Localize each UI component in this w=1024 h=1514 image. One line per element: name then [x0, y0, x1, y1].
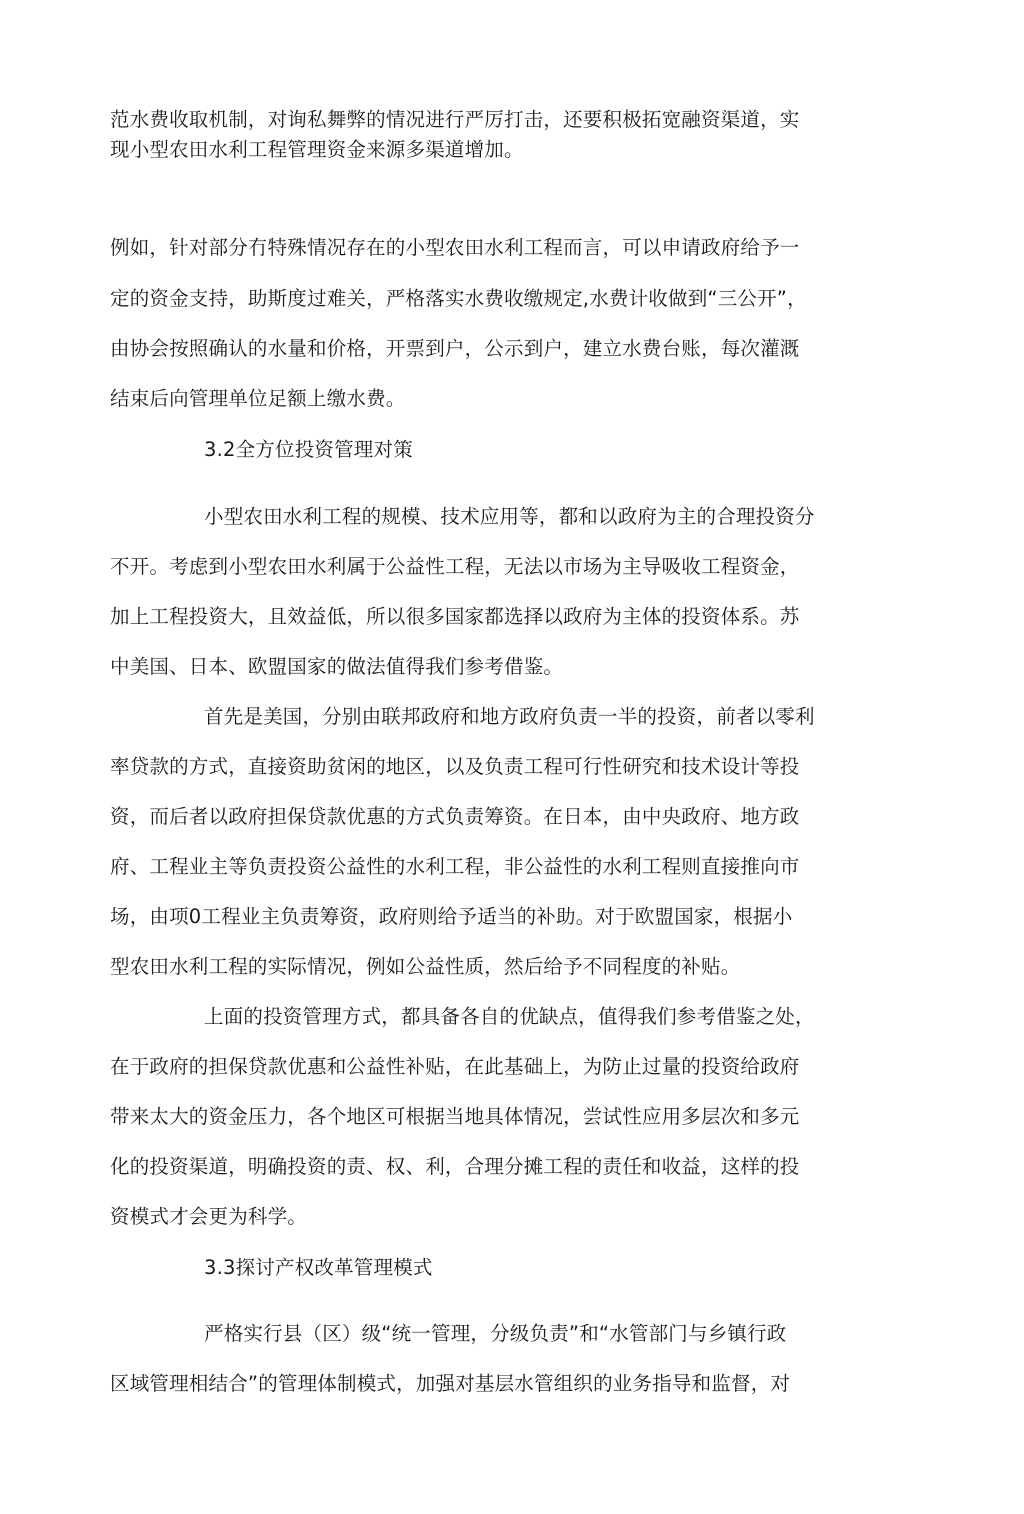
text-line: 化的投资渠道，明确投资的责、权、利，合理分摊工程的责任和收益，这样的投 [110, 1155, 800, 1178]
text-line: 结束后向管理单位足额上缴水费。 [110, 387, 406, 410]
text-line: 例如，针对部分冇特殊情况存在的小型农田水利工程而言，可以申请政府给予一 [110, 236, 800, 259]
text-line: 由协会按照确认的水量和价格，开票到户，公示到户，建立水费台账，每次灌溉 [110, 337, 800, 360]
text-line: 现小型农田水利工程管理资金来源多渠道增加。 [110, 138, 524, 161]
text-line: 型农田水利工程的实际情况，例如公益性质，然后给予不同程度的补贴。 [110, 955, 741, 978]
text-line: 严格实行县（区）级“统一管理，分级负责”和“水管部门与乡镇行政 [204, 1322, 787, 1345]
text-line: 范水费收取机制，对询私舞弊的情况进行严厉打击，还要积极拓宽融资渠道，实 [110, 108, 800, 131]
text-line: 资，而后者以政府担保贷款优惠的方式负责筹资。在日本，由中央政府、地方政 [110, 805, 800, 828]
text-line: 在于政府的担保贷款优惠和公益性补贴，在此基础上，为防止过量的投资给政府 [110, 1055, 800, 1078]
text-line: 区域管理相结合”的管理体制模式，加强对基层水管组织的业务指导和监督，对 [110, 1372, 791, 1395]
section-heading: 3.2全方位投资管理对策 [204, 438, 413, 461]
text-line: 场，由项0工程业主负责筹资，政府则给予适当的补助。对于欧盟国家，根据小 [110, 905, 793, 928]
text-line: 不开。考虑到小型农田水利属于公益性工程，无法以市场为主导吸收工程资金， [110, 555, 800, 578]
text-line: 小型农田水利工程的规模、技术应用等，都和以政府为主的合理投资分 [204, 505, 815, 528]
text-line: 中美国、日本、欧盟国家的做法值得我们参考借鉴。 [110, 655, 564, 678]
text-line: 上面的投资管理方式，都具备各自的优缺点，值得我们参考借鉴之处， [204, 1005, 815, 1028]
text-line: 府、工程业主等负责投资公益性的水利工程，非公益性的水利工程则直接推向市 [110, 855, 800, 878]
text-line: 首先是美国，分别由联邦政府和地方政府负责一半的投资，前者以零利 [204, 705, 815, 728]
text-line: 加上工程投资大，且效益低，所以很多国家都选择以政府为主体的投资体系。苏 [110, 605, 800, 628]
text-line: 资模式才会更为科学。 [110, 1205, 308, 1228]
text-line: 带来太大的资金压力，各个地区可根据当地具体情况，尝试性应用多层次和多元 [110, 1105, 800, 1128]
text-line: 定的资金支持，助斯度过难关，严格落实水费收缴规定,水费计收做到“三公开”， [110, 287, 807, 310]
section-heading: 3.3探讨产权改革管理模式 [204, 1256, 433, 1279]
text-line: 率贷款的方式，直接资助贫闲的地区，以及负责工程可行性研究和技术设计等投 [110, 755, 800, 778]
